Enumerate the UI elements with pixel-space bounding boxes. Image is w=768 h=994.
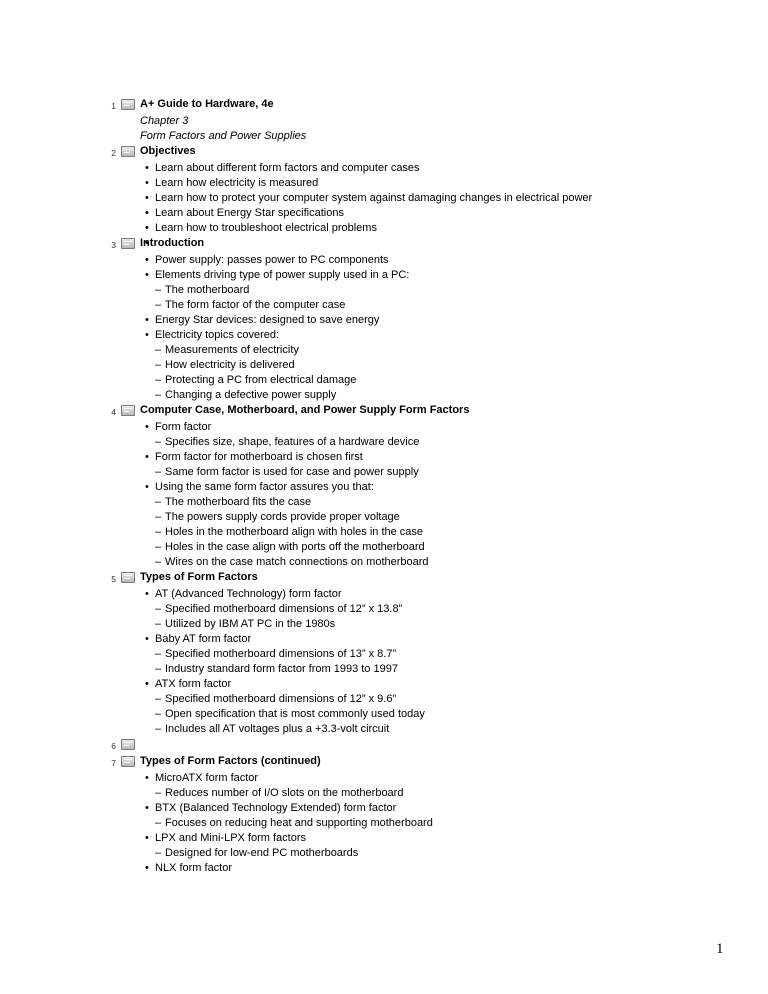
slide-block <box>104 570 694 737</box>
slide-thumbnail-icon <box>121 405 135 416</box>
slide-number: 5 <box>111 574 116 584</box>
bullet-item: • Elements driving type of power supply used in a PC: <box>145 268 694 283</box>
sub-bullet-item: – Reduces number of I/O slots on the motherboard <box>155 786 694 801</box>
bullet-item: • Learn about different form factors and computer cases <box>145 161 694 176</box>
slide-number: 6 <box>111 741 116 751</box>
bullet-item: • Form factor for motherboard is chosen first <box>145 450 694 465</box>
sub-bullet-item: – Measurements of electricity <box>155 343 694 358</box>
sub-bullet-item: – The form factor of the computer case <box>155 298 694 313</box>
slide-header <box>104 570 694 587</box>
slide-thumbnail-icon <box>121 739 135 750</box>
slide-number: 2 <box>111 148 116 158</box>
slide-title: Introduction <box>140 237 205 249</box>
sub-bullet-item: – Changing a defective power supply <box>155 388 694 403</box>
sub-bullet-item: – Specified motherboard dimensions of 12” x 13.8” <box>155 602 694 617</box>
slide-number: 4 <box>111 407 116 417</box>
sub-bullet-item: – Specified motherboard dimensions of 13” x 8.7” <box>155 647 694 662</box>
sub-bullet-item: – Protecting a PC from electrical damage <box>155 373 694 388</box>
bullet-item: • MicroATX form factor <box>145 771 694 786</box>
bullet-item: • ATX form factor <box>145 677 694 692</box>
slide-lines <box>104 420 694 570</box>
sub-bullet-item: – Wires on the case match connections on motherboard <box>155 555 694 570</box>
bullet-item: • LPX and Mini-LPX form factors <box>145 831 694 846</box>
slide-block <box>104 97 694 144</box>
slide-header <box>104 754 694 771</box>
page-number: 1 <box>716 941 724 957</box>
slide-thumbnail-icon <box>121 146 135 157</box>
sub-bullet-item: – Same form factor is used for case and power supply <box>155 465 694 480</box>
slide-header <box>104 144 694 161</box>
sub-bullet-item: – Specifies size, shape, features of a hardware device <box>155 435 694 450</box>
sub-bullet-item: – Industry standard form factor from 1993 to 1997 <box>155 662 694 677</box>
bullet-item: • NLX form factor <box>145 861 694 876</box>
sub-bullet-item: – How electricity is delivered <box>155 358 694 373</box>
slide-block <box>104 144 694 236</box>
slide-header <box>104 236 694 253</box>
slide-block <box>104 737 694 754</box>
bullet-item: • Learn how to protect your computer system against damaging changes in electrical power <box>145 191 694 206</box>
sub-bullet-item: – The motherboard <box>155 283 694 298</box>
sub-bullet-item: – Holes in the motherboard align with holes in the case <box>155 525 694 540</box>
sub-bullet-item: – Specified motherboard dimensions of 12” x 9.6” <box>155 692 694 707</box>
sub-bullet-item: – The motherboard fits the case <box>155 495 694 510</box>
bullet-item: • Form factor <box>145 420 694 435</box>
slide-number: 3 <box>111 240 116 250</box>
bullet-item: • Using the same form factor assures you that: <box>145 480 694 495</box>
slide-lines <box>104 114 694 144</box>
bullet-item: • AT (Advanced Technology) form factor <box>145 587 694 602</box>
bullet-item: • BTX (Balanced Technology Extended) form factor <box>145 801 694 816</box>
sub-bullet-item: – Includes all AT voltages plus a +3.3-volt circuit <box>155 722 694 737</box>
slide-lines <box>104 253 694 403</box>
slide-lines <box>104 587 694 737</box>
slide-block <box>104 403 694 570</box>
slide-header <box>104 97 694 114</box>
slide-thumbnail-icon <box>121 99 135 110</box>
slide-title: Types of Form Factors <box>140 571 258 583</box>
sub-bullet-item: – Utilized by IBM AT PC in the 1980s <box>155 617 694 632</box>
bullet-item: • Energy Star devices: designed to save energy <box>145 313 694 328</box>
slide-header <box>104 737 694 754</box>
bullet-item: • Baby AT form factor <box>145 632 694 647</box>
sub-bullet-item: – The powers supply cords provide proper voltage <box>155 510 694 525</box>
sub-bullet-item: – Designed for low-end PC motherboards <box>155 846 694 861</box>
bullet-item: • Electricity topics covered: <box>145 328 694 343</box>
slide-title: Computer Case, Motherboard, and Power Supply Form Factors <box>140 404 470 416</box>
sub-bullet-item: – Open specification that is most commonly used today <box>155 707 694 722</box>
slide-thumbnail-icon <box>121 572 135 583</box>
bullet-item: • Learn about Energy Star specifications <box>145 206 694 221</box>
slide-title: Types of Form Factors (continued) <box>140 755 321 767</box>
slide-block <box>104 754 694 876</box>
bullet-item: • Power supply: passes power to PC components <box>145 253 694 268</box>
slide-header <box>104 403 694 420</box>
slide-number: 7 <box>111 758 116 768</box>
sub-bullet-item: – Holes in the case align with ports off the motherboard <box>155 540 694 555</box>
slide-number: 1 <box>111 101 116 111</box>
slide-thumbnail-icon <box>121 238 135 249</box>
subtitle-line: Form Factors and Power Supplies <box>140 130 307 142</box>
slide-lines <box>104 161 694 236</box>
bullet-item: • Learn how electricity is measured <box>145 176 694 191</box>
slide-title: Objectives <box>140 145 196 157</box>
slide-title: A+ Guide to Hardware, 4e <box>140 98 274 110</box>
slide-lines <box>104 771 694 876</box>
slides-list <box>104 97 694 876</box>
slide-thumbnail-icon <box>121 756 135 767</box>
subtitle-line: Chapter 3 <box>140 115 189 127</box>
bullet-item: • Learn how to troubleshoot electrical problems <box>145 221 694 236</box>
slide-block <box>104 236 694 403</box>
sub-bullet-item: – Focuses on reducing heat and supporting motherboard <box>155 816 694 831</box>
